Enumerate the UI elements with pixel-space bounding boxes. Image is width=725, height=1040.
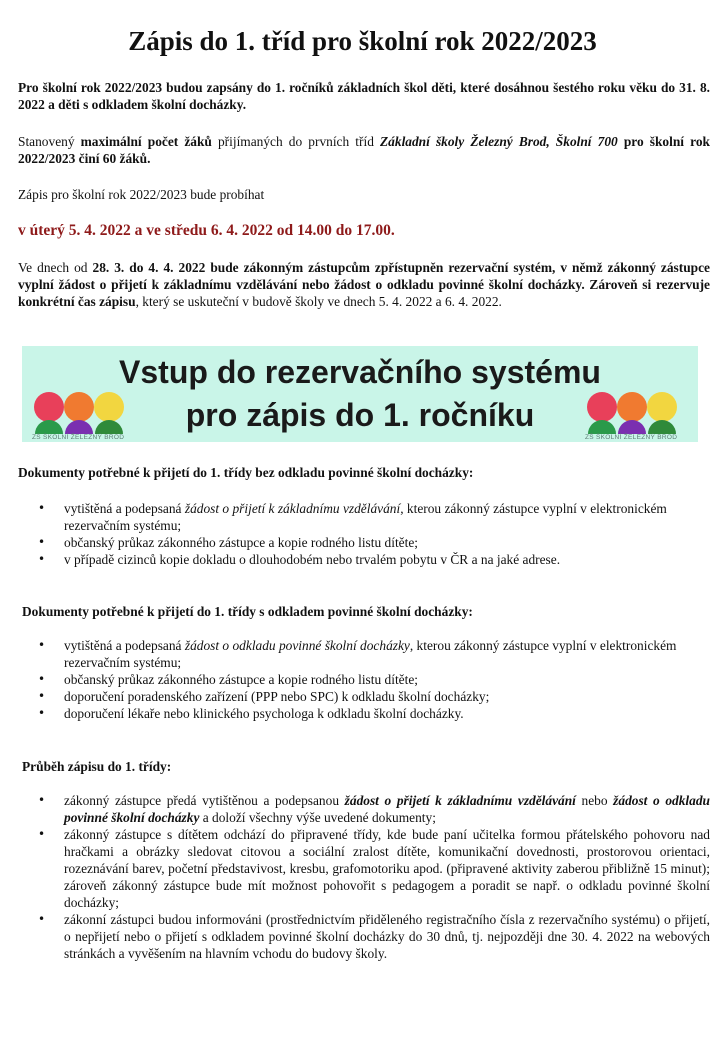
application-form-name: žádost o přijetí k základnímu vzdělávání (344, 793, 576, 808)
deferral-form-name: žádost o odkladu povinné školní docházky (64, 793, 710, 825)
list-item: • zákonný zástupce s dítětem odchází do připravené třídy, kde bude paní učitelka formou přátelského pohovoru nad hračkami a obrázky sledovat citovou a sociální zralost dítěte, komunikační dovednosti, prostorovou orientaci, rozeznávání barev, početní představivost, kresbu, grafomotoriku apod. (připravené aktivity zaberou přibližně 15 minut); zároveň zákonný zástupce bude mít možnost pohovořit s pedagogem a poradit se např. o odkladu povinné školní docházky; (38, 827, 710, 910)
documents-list-with-deferral (28, 637, 710, 722)
reservation-text-3: , v němž zákonný zástupce vyplní žádost o přijetí k základnímu vzdělávání nebo žádost o odkladu povinné školní docházky. Zároveň si (18, 260, 710, 292)
bullet-icon: • (38, 827, 46, 841)
list-item: • doporučení lékaře nebo klinického psychologa k odkladu školní docházky. (38, 706, 464, 721)
reservation-text-4: rezervuje konkrétní čas zápisu (18, 277, 710, 309)
page-title: Zápis do 1. tříd pro školní rok 2022/2023 (128, 26, 597, 56)
bullet-icon: • (38, 912, 46, 926)
intro-paragraph-schedule: Zápis pro školní rok 2022/2023 bude probíhat (18, 187, 265, 202)
bullet-icon: • (38, 689, 46, 703)
capacity-text-2: přijímaných do prvních tříd (211, 134, 380, 149)
capacity-text-bold: maximální počet žáků (80, 134, 212, 149)
reservation-dates: 28. 3. do 4. 4. 2022 (92, 260, 206, 275)
bullet-icon: • (38, 672, 46, 686)
school-logo-left (32, 388, 132, 442)
logo-figure-orange (617, 392, 651, 434)
reservation-text-1: Ve dnech od (18, 260, 93, 275)
bullet-icon: • (38, 552, 46, 566)
logo-figure-orange (64, 392, 98, 434)
section-heading-enrollment-process: Průběh zápisu do 1. třídy: (22, 759, 172, 774)
logo-figure-yellow (94, 392, 128, 434)
list-item: • zákonní zástupci budou informováni (prostřednictvím přiděleného registračního čísla z rezervačního systému) o přijetí, o nepřijetí nebo o přijetí s odkladem povinné školní docházky do 30 dnů, tj. nejpozději dne 30. 4. 2022 na webových stránkách a vyvěšením na hlavním vchodu do budovy školy. (38, 912, 710, 961)
application-form-name: žádost o přijetí k základnímu vzdělávání (184, 501, 401, 516)
bullet-icon: • (38, 638, 46, 652)
reservation-system-banner[interactable] (22, 346, 698, 442)
logo-figure-red (34, 392, 68, 434)
school-name: Základní školy Železný Brod, Školní 700 (380, 134, 618, 149)
capacity-text-1: Stanovený (18, 134, 81, 149)
list-item: • doporučení poradenského zařízení (PPP nebo SPC) k odkladu školní docházky; (38, 689, 490, 704)
logo-figure-red (587, 392, 621, 434)
list-item: • občanský průkaz zákonného zástupce a kopie rodného listu dítěte; (38, 672, 418, 687)
list-item: • občanský průkaz zákonného zástupce a kopie rodného listu dítěte; (38, 535, 418, 550)
bullet-icon: • (38, 501, 46, 515)
bullet-icon: • (38, 793, 46, 807)
banner-line-1: Vstup do rezervačního systému (119, 354, 601, 390)
documents-list-without-deferral (28, 500, 710, 568)
school-logo-right (585, 388, 685, 442)
reservation-text-5: , který se uskuteční v budově školy ve dnech 5. 4. 2022 a 6. 4. 2022. (135, 294, 502, 309)
intro-age-text: Pro školní rok 2022/2023 budou zapsány do 1. ročníků základních škol děti, které dosáhnou šestého roku věku do 31. 8. 2022 a děti s odkladem školní docházky. (18, 80, 710, 112)
banner-line-2: pro zápis do 1. ročníku (185, 397, 535, 433)
logo-caption-left: ZŠ ŠKOLNÍ ŽELEZNÝ BROD (32, 434, 125, 441)
list-item: • zákonný zástupce předá vytištěnou a podepsanou žádost o přijetí k základnímu vzdělávání nebo žádost o odkladu povinné školní docházky a doloží všechny výše uvedené dokumenty; (38, 793, 710, 825)
deferral-form-name: žádost o odkladu povinné školní docházky (184, 638, 410, 653)
section-heading-without-deferral: Dokumenty potřebné k přijetí do 1. třídy bez odkladu povinné školní docházky: (18, 465, 474, 480)
reservation-text-2: bude zákonným zástupcům zpřístupněn rezervační systém (205, 260, 552, 275)
logo-figure-yellow (647, 392, 681, 434)
bullet-icon: • (38, 535, 46, 549)
intro-paragraph-reservation (18, 259, 710, 310)
list-item: • vytištěná a podepsaná žádost o odkladu povinné školní docházky, kterou zákonný zástupce vyplní v elektronickém rezervačním systému; (38, 638, 677, 670)
enrollment-process-list (28, 792, 710, 962)
capacity-text-3: pro školní rok 2022/2023 činí 60 žáků. (18, 134, 710, 166)
logo-caption-right: ZŠ ŠKOLNÍ ŽELEZNÝ BROD (585, 434, 678, 441)
list-item: • vytištěná a podepsaná žádost o přijetí k základnímu vzdělávání, kterou zákonný zástupce vyplní v elektronickém rezervačním systému; (38, 501, 667, 533)
list-item: • v případě cizinců kopie dokladu o dlouhodobém nebo trvalém pobytu v ČR a na jaké adrese. (38, 552, 561, 567)
intro-paragraph-age (18, 79, 710, 113)
section-heading-with-deferral: Dokumenty potřebné k přijetí do 1. třídy s odkladem povinné školní docházky: (22, 604, 473, 619)
bullet-icon: • (38, 706, 46, 720)
enrollment-date-line: v úterý 5. 4. 2022 a ve středu 6. 4. 2022 od 14.00 do 17.00. (18, 222, 395, 239)
intro-paragraph-capacity (18, 133, 710, 167)
